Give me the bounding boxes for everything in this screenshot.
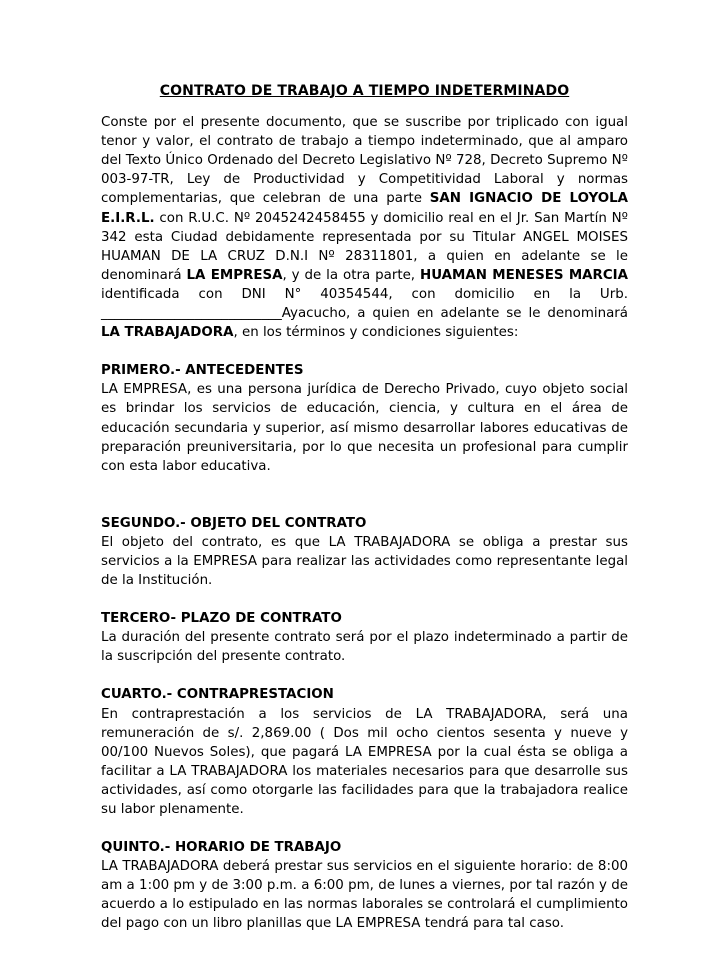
section-body: La duración del presente contrato será por el plazo indeterminado a partir de la suscripción del presente contrato. [101,630,628,665]
contract-document [101,82,628,953]
section-tercero [101,609,628,666]
intro-text-5: , en los términos y condiciones siguientes: [233,325,519,341]
section-heading: CUARTO.- CONTRAPRESTACION [101,687,334,703]
trabajadora-term: LA TRABAJADORA [101,325,234,341]
document-title: CONTRATO DE TRABAJO A TIEMPO INDETERMINADO [159,83,570,99]
section-cuarto [101,685,628,819]
section-heading: TERCERO- PLAZO DE CONTRATO [101,611,342,627]
intro-text-3: , y de la otra parte, [282,267,420,283]
intro-paragraph [101,113,628,342]
section-heading: SEGUNDO.- OBJETO DEL CONTRATO [101,515,367,531]
empresa-term: LA EMPRESA [186,267,283,283]
section-primero [101,361,628,476]
section-body: En contraprestación a los servicios de LA TRABAJADORA, será una remuneración de s/. 2,869.00 ( Dos mil ocho cientos sesenta y nueve y 00/100 Nuevos Soles), que pagará LA EMPRESA por la cual ésta se obliga a facilitar a LA TRABAJADORA los materiales necesarios para que desarrolle sus actividades, así como otorgarle las facilidades para que la trabajadora realice su labor plenamente. [101,706,628,817]
section-body: LA EMPRESA, es una persona jurídica de Derecho Privado, cuyo objeto social es brindar los servicios de educación, ciencia, y cultura en el área de educación secundaria y superior, así mismo desarrollar labores educativas de preparación preuniversitaria, por lo que necesita un profesional para cumplir con esta labor educativa. [101,382,628,474]
section-segundo [101,514,628,590]
section-body: LA TRABAJADORA deberá prestar sus servicios en el siguiente horario: de 8:00 am a 1:00 pm y de 3:00 p.m. a 6:00 pm, de lunes a viernes, por tal razón y de acuerdo a lo estipulado en las normas laborales se controlará el cumplimiento del pago con un libro planillas que LA EMPRESA tendrá para tal caso. [101,859,628,932]
section-heading: PRIMERO.- ANTECEDENTES [101,363,304,379]
section-body: El objeto del contrato, es que LA TRABAJADORA se obliga a prestar sus servicios a la EMPRESA para realizar las actividades como representante legal de la Institución. [101,534,628,589]
section-quinto [101,838,628,933]
intro-text-4: identificada con DNI N° 40354544, con domicilio en la Urb. ___________________________Ayacucho, a quien en adelante se le denominará [101,286,628,322]
section-heading: QUINTO.- HORARIO DE TRABAJO [101,840,342,856]
intro-text-2: con R.U.C. Nº 2045242458455 y domicilio real en el Jr. San Martín Nº 342 esta Ciudad debidamente representada por su Titular ANGEL MOISES HUAMAN DE LA CRUZ D.N.I Nº 28311801, a quien en adelante se le denominará [101,210,628,283]
intro-text-1: Conste por el presente documento, que se suscribe por triplicado con igual tenor y valor, el contrato de trabajo a tiempo indeterminado, que al amparo del Texto Único Ordenado del Decreto Legislativo Nº 728, Decreto Supremo Nº 003-97-TR, Ley de Productividad y Competitividad Laboral y normas complementarias, que celebran de una parte [101,115,628,207]
worker-name: HUAMAN MENESES MARCIA [420,267,629,283]
company-name: SAN IGNACIO DE LOYOLA E.I.R.L. [101,191,628,226]
